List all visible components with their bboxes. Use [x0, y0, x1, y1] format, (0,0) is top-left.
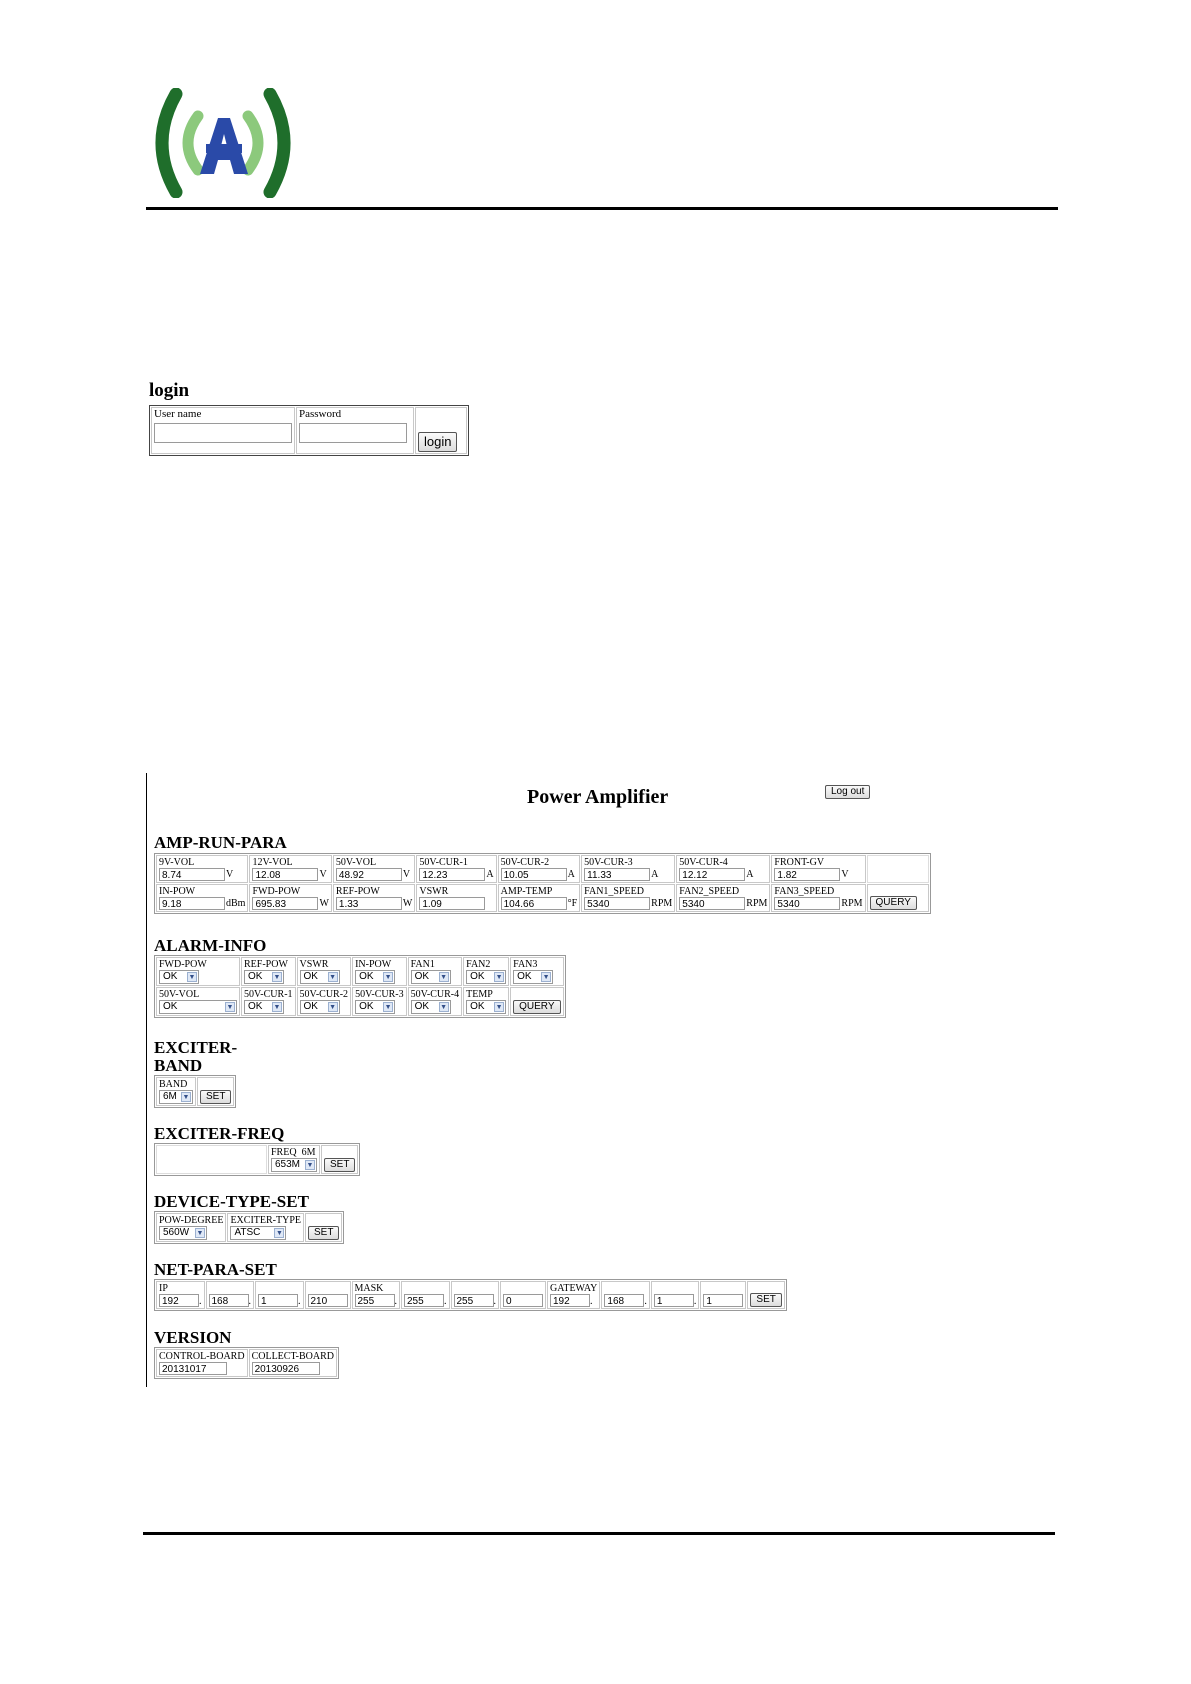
net-mask-label: MASK: [354, 1283, 384, 1294]
chevron-down-icon: ▼: [226, 1004, 234, 1011]
amp-cell-fan3-speed: [771, 884, 865, 912]
device-table: [154, 1211, 344, 1244]
username-input[interactable]: [154, 423, 292, 443]
alarm-select-fwd-pow[interactable]: [159, 970, 199, 984]
net-label-spacer: [209, 1283, 252, 1294]
chevron-down-icon: ▼: [384, 974, 392, 981]
amp-value-50v-cur-1: 12.23: [419, 868, 485, 881]
device-set-button[interactable]: SET: [308, 1226, 339, 1240]
chevron-down-icon: ▼: [440, 1004, 448, 1011]
version-table: [154, 1347, 339, 1379]
alarm-table: [154, 955, 566, 1018]
amp-value-vswr: 1.09: [419, 897, 485, 910]
alarm-select-50v-cur-1[interactable]: [244, 1000, 284, 1014]
chevron-down-icon: ▼: [306, 1162, 314, 1169]
octet-separator: .: [493, 1296, 496, 1307]
band-title-line2: BAND: [154, 1056, 203, 1075]
net-label-spacer: [503, 1283, 543, 1294]
chevron-down-icon: ▼: [542, 974, 550, 981]
exciter-type-value: ATSC: [234, 1227, 261, 1238]
amp-label: FRONT-GV: [774, 857, 825, 868]
amp-label: 50V-CUR-3: [584, 857, 633, 868]
freq-table: [154, 1143, 360, 1176]
alarm-cell-fwd-pow: [156, 957, 240, 986]
amp-value-fan2-speed: 5340: [679, 897, 745, 910]
net-gateway-octet-1[interactable]: 192: [550, 1294, 590, 1307]
net-gateway-octet-3[interactable]: 1: [654, 1294, 694, 1307]
alarm-label: REF-POW: [244, 959, 288, 970]
amp-label: FAN2_SPEED: [679, 886, 740, 897]
amp-label: 50V-CUR-2: [500, 857, 550, 868]
amp-unit: V: [402, 869, 411, 880]
band-title-line1: EXCITER-: [154, 1038, 238, 1057]
octet-separator: .: [590, 1296, 593, 1307]
login-form: [149, 405, 469, 456]
password-label: Password: [299, 408, 342, 420]
net-mask-cell: [352, 1281, 401, 1309]
amp-unit: A: [651, 869, 659, 880]
alarm-select-fan3[interactable]: [513, 970, 553, 984]
pow-degree-label: POW-DEGREE: [159, 1215, 224, 1226]
alarm-select-fan1[interactable]: [411, 970, 451, 984]
octet-separator: .: [644, 1296, 647, 1307]
alarm-value: OK: [414, 971, 430, 982]
net-label-spacer: [454, 1283, 497, 1294]
amp-cell-fwd-pow: [249, 884, 331, 912]
band-select[interactable]: [159, 1090, 193, 1104]
amp-cell-amp-temp: [498, 884, 581, 912]
amp-unit: W: [319, 898, 329, 909]
freq-band: 6M: [301, 1147, 316, 1158]
band-label: BAND: [159, 1079, 188, 1090]
alarm-cell-fan1: [408, 957, 463, 986]
freq-value: 653M: [275, 1159, 301, 1170]
net-ip-cell: [156, 1281, 205, 1309]
alarm-select-50v-vol[interactable]: [159, 1000, 237, 1014]
amp-label: FWD-POW: [252, 886, 301, 897]
pow-degree-value: 560W: [163, 1227, 190, 1238]
amp-run-table: [154, 853, 931, 914]
amp-label: 9V-VOL: [159, 857, 195, 868]
amp-label: 50V-CUR-4: [679, 857, 728, 868]
login-title: login: [149, 380, 190, 401]
net-gateway-label: GATEWAY: [550, 1283, 598, 1294]
alarm-select-50v-cur-2[interactable]: [300, 1000, 340, 1014]
amp-cell-50v-vol: [333, 855, 415, 883]
amp-cell-ref-pow: [333, 884, 415, 912]
net-set-cell: [747, 1281, 784, 1309]
chevron-down-icon: ▼: [329, 1004, 336, 1011]
amp-value-50v-vol: 48.92: [336, 868, 402, 881]
net-mask-cell: [451, 1281, 500, 1309]
net-gateway-octet-4[interactable]: 1: [703, 1294, 743, 1307]
freq-select[interactable]: [271, 1158, 317, 1172]
exciter-type-label: EXCITER-TYPE: [230, 1215, 301, 1226]
net-ip-label: IP: [159, 1283, 168, 1294]
password-input[interactable]: [299, 423, 407, 443]
amp-label: REF-POW: [335, 886, 380, 897]
control-board-value: 20131017: [159, 1362, 227, 1375]
alarm-label: IN-POW: [355, 959, 392, 970]
chevron-down-icon: ▼: [188, 974, 196, 981]
alarm-value: OK: [163, 1001, 178, 1012]
octet-separator: .: [693, 1296, 697, 1307]
chevron-down-icon: ▼: [440, 974, 448, 981]
chevron-down-icon: ▼: [273, 1004, 281, 1011]
band-table: [154, 1075, 236, 1108]
app-frame-border: [146, 773, 147, 1387]
amp-label: VSWR: [419, 886, 449, 897]
amp-unit: W: [402, 898, 413, 909]
amp-value-12v-vol: 12.08: [252, 868, 318, 881]
amp-cell-in-pow: [156, 884, 248, 912]
alarm-cell-50v-cur-4: [408, 987, 463, 1016]
amp-unit: V: [226, 869, 234, 880]
amp-unit: A: [486, 869, 494, 880]
net-label-spacer: [604, 1283, 647, 1294]
alarm-label: 50V-CUR-4: [410, 989, 460, 1000]
alarm-value: OK: [303, 971, 318, 982]
band-title: [154, 1039, 237, 1075]
alarm-title: ALARM-INFO: [154, 936, 267, 955]
alarm-select-vswr[interactable]: [300, 970, 340, 984]
amp-cell-vswr: [416, 884, 496, 912]
pow-degree-select[interactable]: [159, 1226, 207, 1240]
freq-set-button[interactable]: SET: [324, 1158, 355, 1172]
login-button[interactable]: login: [418, 432, 457, 452]
net-label-spacer: [404, 1283, 447, 1294]
net-mask-octet-3[interactable]: 255: [454, 1294, 494, 1307]
net-gateway-cell: [547, 1281, 600, 1309]
amp-cell-fan1-speed: [581, 884, 675, 912]
net-ip-octet-3[interactable]: 1: [258, 1294, 298, 1307]
device-title: DEVICE-TYPE-SET: [154, 1192, 309, 1211]
chevron-down-icon: ▼: [275, 1230, 283, 1237]
alarm-value: OK: [248, 971, 263, 982]
amp-empty-cell: [867, 855, 929, 883]
username-label: User name: [154, 408, 202, 420]
alarm-value: OK: [470, 1001, 485, 1012]
alarm-cell-temp: [463, 987, 509, 1016]
alarm-cell-fan2: [463, 957, 509, 986]
alarm-select-ref-pow[interactable]: [244, 970, 284, 984]
net-ip-cell: [305, 1281, 351, 1309]
net-mask-octet-4[interactable]: 0: [503, 1294, 543, 1307]
net-gateway-cell: [601, 1281, 650, 1309]
amp-value-amp-temp: 104.66: [501, 897, 567, 910]
amp-value-50v-cur-4: 12.12: [679, 868, 745, 881]
amp-value-ref-pow: 1.33: [336, 897, 402, 910]
alarm-cell-50v-cur-1: [241, 987, 296, 1016]
net-gateway-cell: [651, 1281, 700, 1309]
net-label-spacer: [308, 1283, 348, 1294]
version-title: VERSION: [154, 1328, 232, 1347]
chevron-down-icon: ▼: [495, 974, 503, 981]
octet-separator: .: [248, 1296, 251, 1307]
amp-unit: A: [746, 869, 754, 880]
amp-cell-front-gv: [771, 855, 865, 883]
net-mask-octet-2[interactable]: 255: [404, 1294, 444, 1307]
amp-run-title: AMP-RUN-PARA: [154, 833, 287, 852]
amp-query-cell: [867, 884, 929, 912]
net-table: [154, 1279, 787, 1311]
amp-cell-fan2-speed: [676, 884, 770, 912]
logout-button[interactable]: Log out: [825, 785, 870, 799]
alarm-value: OK: [414, 1001, 430, 1012]
alarm-cell-vswr: [297, 957, 352, 986]
amp-unit: RPM: [651, 898, 673, 909]
alarm-label: FAN1: [410, 959, 435, 970]
amp-unit: A: [567, 869, 575, 880]
amp-value-50v-cur-2: 10.05: [501, 868, 567, 881]
alarm-query-button[interactable]: QUERY: [513, 1000, 560, 1014]
net-ip-cell: [206, 1281, 255, 1309]
alarm-label: TEMP: [466, 989, 493, 1000]
net-label-spacer: [654, 1283, 697, 1294]
chevron-down-icon: ▼: [495, 1004, 503, 1011]
band-value: 6M: [163, 1091, 177, 1102]
amp-cell-50v-cur-1: [416, 855, 496, 883]
amp-label: 50V-VOL: [335, 857, 377, 868]
app-title: Power Amplifier: [527, 786, 669, 808]
amp-label: AMP-TEMP: [500, 886, 553, 897]
collect-board-label: COLLECT-BOARD: [251, 1351, 334, 1362]
alarm-value: OK: [163, 971, 178, 982]
chevron-down-icon: ▼: [182, 1094, 190, 1101]
alarm-value: OK: [248, 1001, 263, 1012]
alarm-cell-50v-vol: [156, 987, 240, 1016]
alarm-cell-in-pow: [352, 957, 407, 986]
alarm-label: FAN2: [466, 959, 491, 970]
amp-unit: RPM: [841, 898, 863, 909]
net-mask-octet-1[interactable]: 255: [355, 1294, 395, 1307]
amp-cell-50v-cur-2: [498, 855, 581, 883]
amp-cell-50v-cur-3: [581, 855, 675, 883]
amp-unit: °F: [567, 898, 578, 909]
amp-query-button[interactable]: QUERY: [870, 896, 917, 910]
amp-unit: RPM: [746, 898, 768, 909]
net-gateway-cell: [700, 1281, 746, 1309]
net-ip-cell: [255, 1281, 304, 1309]
amp-cell-50v-cur-4: [676, 855, 770, 883]
amp-label: FAN3_SPEED: [774, 886, 835, 897]
control-board-label: CONTROL-BOARD: [159, 1351, 245, 1362]
octet-separator: .: [199, 1296, 202, 1307]
chevron-down-icon: ▼: [273, 974, 281, 981]
alarm-value: OK: [517, 971, 532, 982]
alarm-label: 50V-CUR-1: [244, 989, 293, 1000]
footer-rule: [143, 1532, 1055, 1535]
alarm-value: OK: [359, 971, 374, 982]
alarm-cell-fan3: [510, 957, 563, 986]
net-mask-cell: [500, 1281, 546, 1309]
net-ip-octet-2[interactable]: 168: [209, 1294, 249, 1307]
amp-label: 50V-CUR-1: [419, 857, 468, 868]
alarm-select-in-pow[interactable]: [355, 970, 395, 984]
chevron-down-icon: ▼: [196, 1230, 204, 1237]
alarm-query-cell: [510, 987, 563, 1016]
alarm-label: FAN3: [513, 959, 538, 970]
freq-label: FREQ 6M: [271, 1147, 316, 1158]
alarm-value: OK: [359, 1001, 374, 1012]
header-rule: [146, 207, 1058, 210]
alarm-cell-ref-pow: [241, 957, 296, 986]
chevron-down-icon: ▼: [329, 974, 336, 981]
collect-board-value: 20130926: [252, 1362, 320, 1375]
alarm-select-50v-cur-3[interactable]: [355, 1000, 395, 1014]
band-set-button[interactable]: SET: [200, 1090, 231, 1104]
amp-label: FAN1_SPEED: [584, 886, 644, 897]
chevron-down-icon: ▼: [384, 1004, 392, 1011]
alarm-label: 50V-CUR-3: [355, 989, 404, 1000]
amp-value-fan1-speed: 5340: [584, 897, 650, 910]
octet-separator: .: [444, 1296, 447, 1307]
net-label-spacer: [258, 1283, 301, 1294]
alarm-cell-50v-cur-2: [297, 987, 352, 1016]
alarm-label: FWD-POW: [159, 959, 207, 970]
amp-label: 12V-VOL: [252, 857, 293, 868]
net-title: NET-PARA-SET: [154, 1260, 277, 1279]
net-ip-octet-4[interactable]: 210: [308, 1294, 348, 1307]
alarm-value: OK: [470, 971, 485, 982]
amp-unit: V: [841, 869, 849, 880]
alarm-select-50v-cur-4[interactable]: [411, 1000, 451, 1014]
alarm-select-temp[interactable]: [466, 1000, 506, 1014]
net-mask-cell: [401, 1281, 450, 1309]
alarm-label: VSWR: [299, 959, 329, 970]
amp-label: IN-POW: [159, 886, 196, 897]
freq-title: EXCITER-FREQ: [154, 1124, 285, 1143]
amp-value-in-pow: 9.18: [159, 897, 225, 910]
net-set-button[interactable]: SET: [750, 1293, 781, 1307]
amp-value-50v-cur-3: 11.33: [584, 868, 650, 881]
company-logo: [146, 88, 300, 198]
amp-value-9v-vol: 8.74: [159, 868, 225, 881]
octet-separator: .: [394, 1296, 397, 1307]
alarm-cell-50v-cur-3: [352, 987, 407, 1016]
amp-value-front-gv: 1.82: [774, 868, 840, 881]
amp-unit: dBm: [226, 898, 246, 909]
octet-separator: .: [298, 1296, 301, 1307]
amp-value-fan3-speed: 5340: [774, 897, 840, 910]
net-ip-octet-1[interactable]: 192: [159, 1294, 199, 1307]
amp-cell-9v-vol: [156, 855, 248, 883]
net-label-spacer: [703, 1283, 743, 1294]
exciter-type-select[interactable]: [230, 1226, 286, 1240]
alarm-value: OK: [303, 1001, 318, 1012]
net-gateway-octet-2[interactable]: 168: [604, 1294, 644, 1307]
alarm-label: 50V-CUR-2: [299, 989, 349, 1000]
alarm-select-fan2[interactable]: [466, 970, 506, 984]
alarm-label: 50V-VOL: [159, 989, 200, 1000]
amp-value-fwd-pow: 695.83: [252, 897, 318, 910]
amp-cell-12v-vol: [249, 855, 331, 883]
amp-unit: V: [319, 869, 327, 880]
